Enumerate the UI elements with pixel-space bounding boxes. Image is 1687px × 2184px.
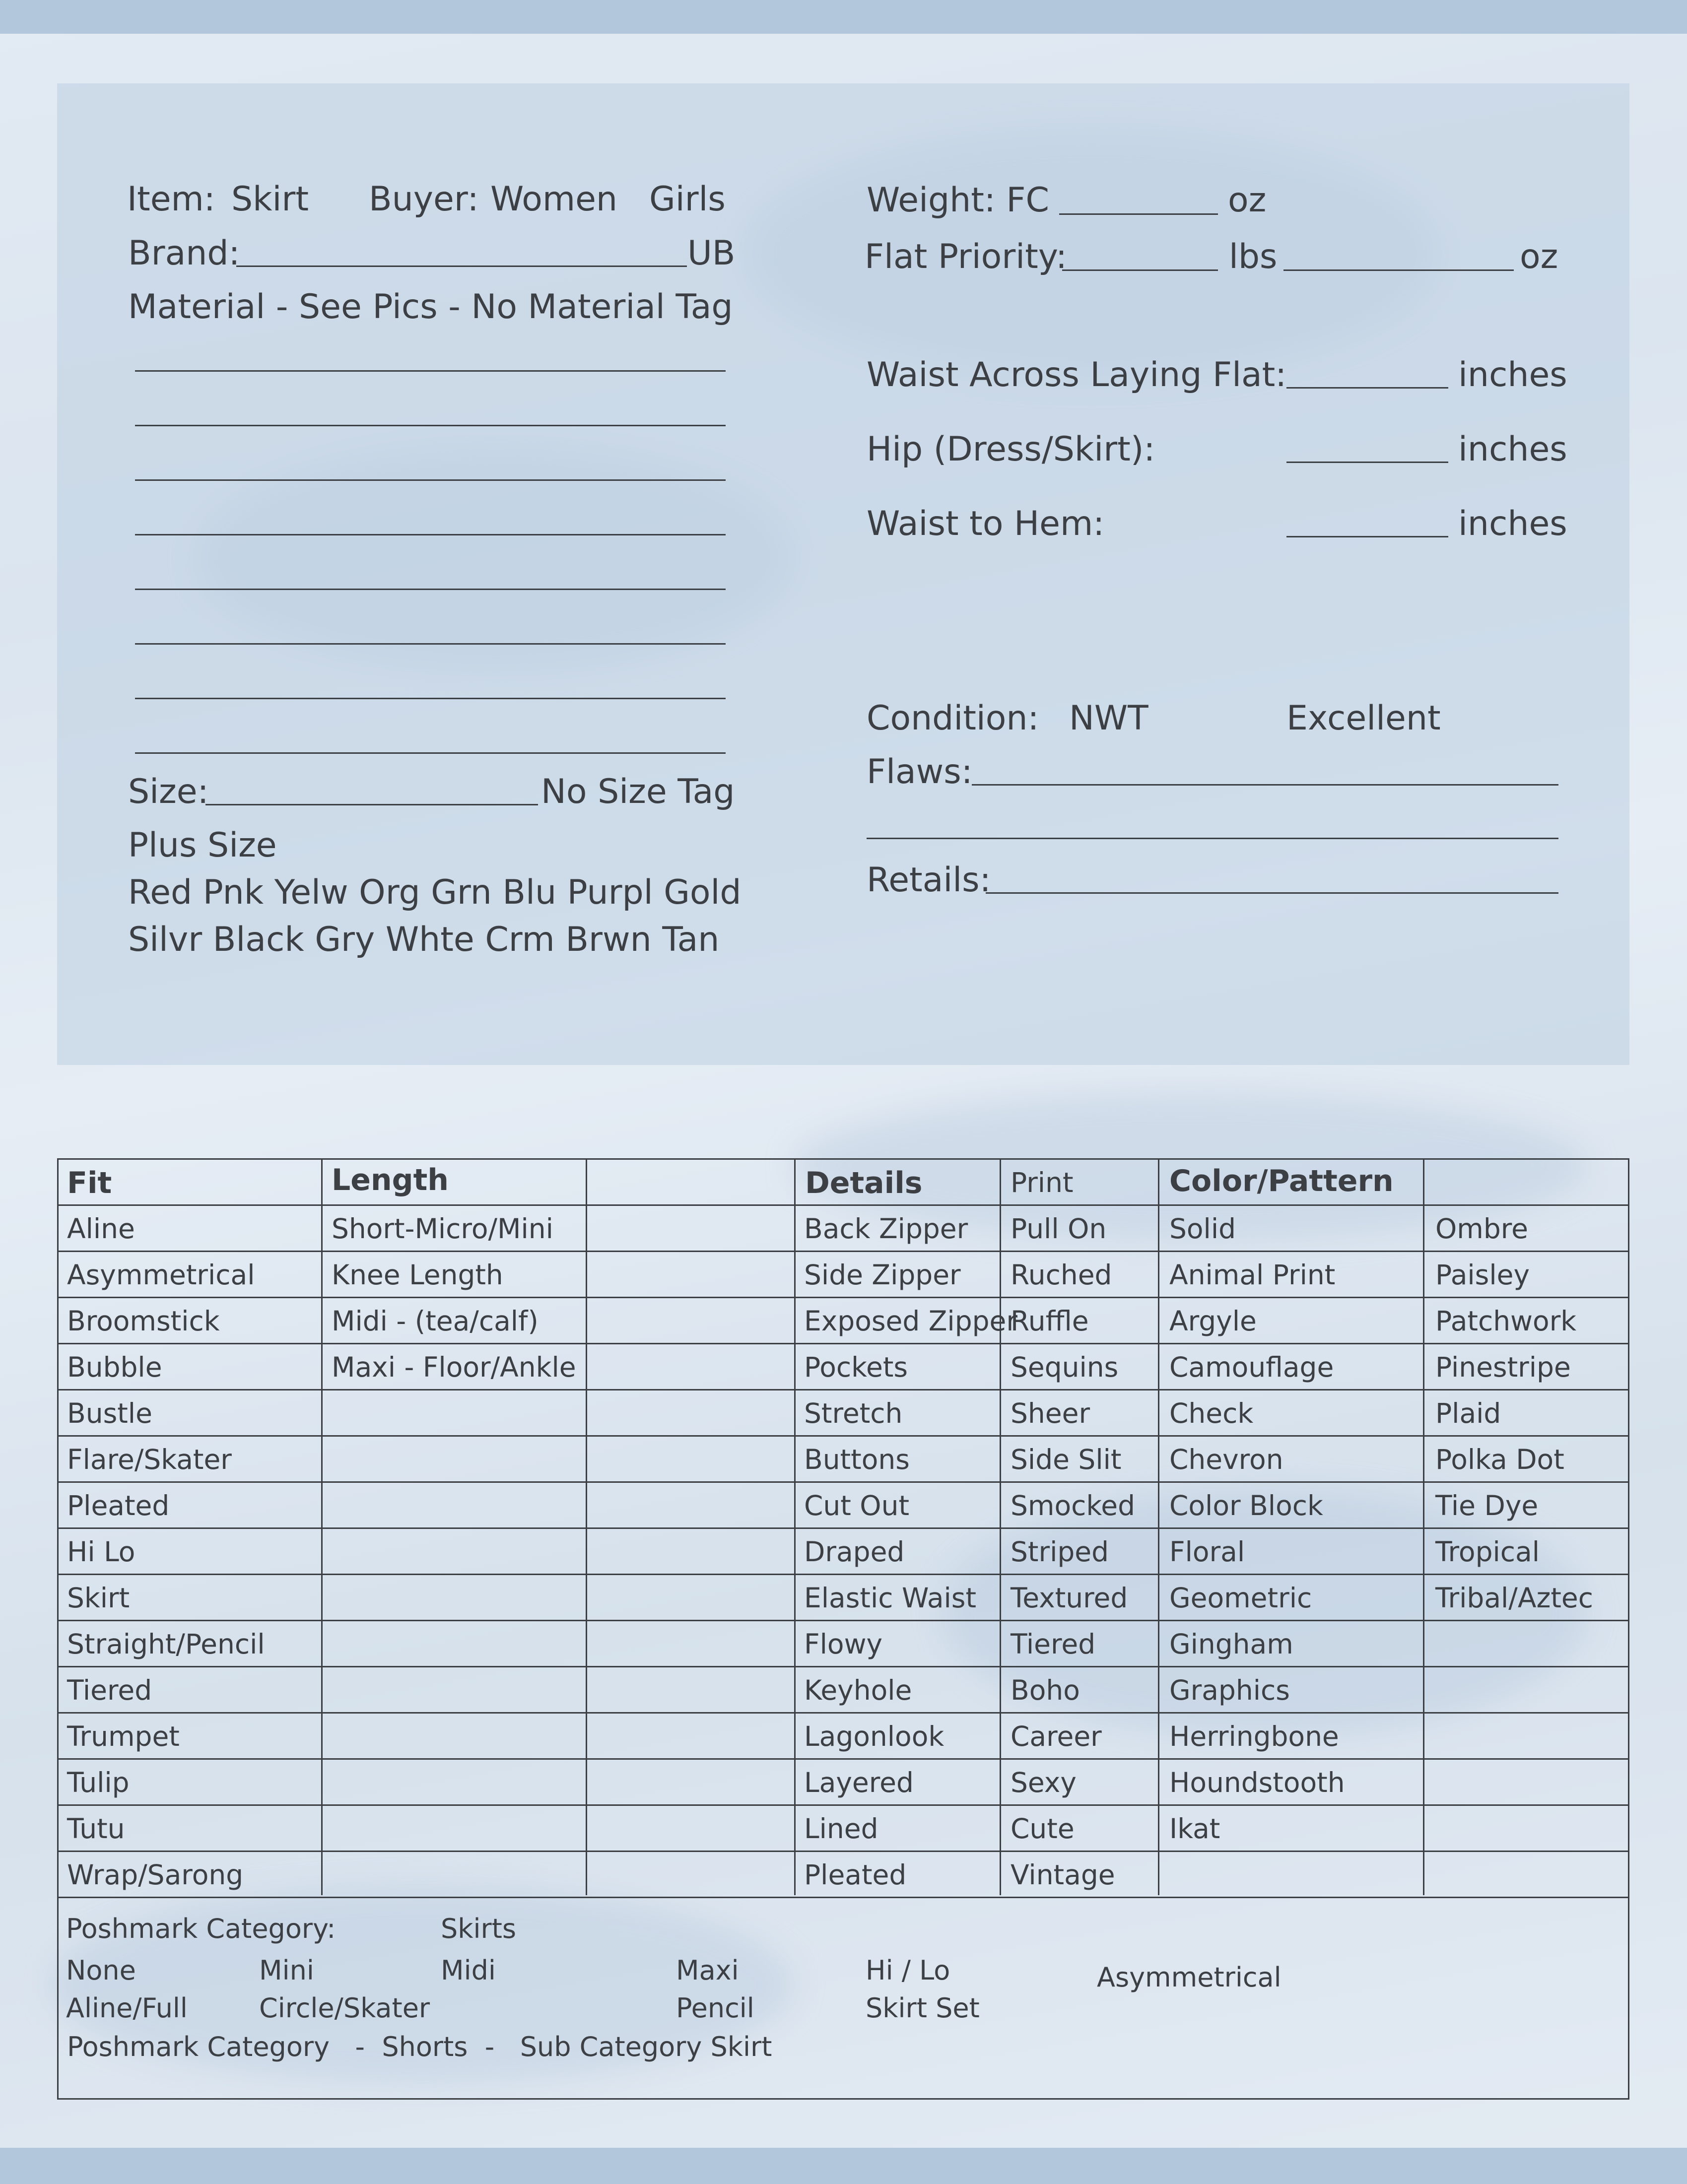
info-panel [57, 83, 1629, 1065]
color-pattern-cell: Geometric [1169, 1582, 1312, 1614]
poshmark-sub-category-line: Poshmark Category - Shorts - Sub Category Skirt [67, 2031, 772, 2062]
color-pattern-cell: Argyle [1169, 1305, 1257, 1337]
table-row-divider [57, 1204, 1629, 1206]
color-pattern-cell-2: Tropical [1435, 1536, 1540, 1568]
table-column-divider [321, 1158, 323, 1895]
poshmark-skirts: Skirts [441, 1913, 517, 1944]
table-column-divider [586, 1158, 587, 1895]
print-cell: Textured [1011, 1582, 1128, 1614]
table-row-divider [57, 1574, 1629, 1575]
color-pattern-cell-2: Tie Dye [1435, 1490, 1539, 1522]
table-row-divider [57, 1666, 1629, 1667]
size-label: Size: [128, 772, 209, 811]
fit-cell: Trumpet [67, 1721, 180, 1752]
weight-label: Weight: FC [867, 181, 1050, 220]
table-row-divider [57, 1527, 1629, 1529]
details-cell: Lagonlook [804, 1721, 945, 1752]
table-row-divider [57, 1343, 1629, 1344]
material-text: Material - See Pics - No Material Tag [128, 287, 733, 327]
material-line [135, 589, 726, 590]
item-label: Item: [127, 180, 215, 219]
hip-line [1286, 462, 1448, 463]
color-pattern-cell: Check [1169, 1397, 1254, 1429]
no-size-tag: No Size Tag [541, 772, 735, 811]
fit-cell: Tiered [67, 1674, 152, 1706]
length-cell: Maxi - Floor/Ankle [332, 1351, 576, 1383]
print-cell: Smocked [1011, 1490, 1136, 1522]
length-cell: Midi - (tea/calf) [332, 1305, 539, 1337]
retails-line [986, 892, 1558, 894]
poshmark-mini: Mini [259, 1955, 314, 1986]
fit-cell: Pleated [67, 1490, 170, 1522]
material-line [135, 698, 726, 699]
color-pattern-cell: Houndstooth [1169, 1767, 1345, 1798]
material-line [135, 370, 726, 372]
table-column-divider [1423, 1158, 1424, 1895]
poshmark-category-label: Poshmark Category: [66, 1913, 336, 1944]
poshmark-aline-full: Aline/Full [66, 1992, 188, 2024]
table-row-divider [57, 1758, 1629, 1760]
flaws-label: Flaws: [867, 752, 973, 792]
colors-row-2: Silvr Black Gry Whte Crm Brwn Tan [128, 920, 720, 959]
color-pattern-cell: Graphics [1169, 1674, 1290, 1706]
fit-cell: Bubble [67, 1351, 162, 1383]
details-cell: Draped [804, 1536, 905, 1568]
table-row-divider [57, 1712, 1629, 1714]
retails-label: Retails: [867, 860, 991, 900]
color-pattern-cell-2: Plaid [1435, 1397, 1501, 1429]
brand-field-line [236, 265, 687, 267]
fit-cell: Bustle [67, 1397, 152, 1429]
waist-hem-line [1286, 536, 1448, 537]
poshmark-midi: Midi [441, 1955, 496, 1986]
table-border-top [57, 1158, 1629, 1160]
print-cell: Boho [1011, 1674, 1080, 1706]
flat-oz: oz [1520, 237, 1558, 276]
poshmark-hilo: Hi / Lo [866, 1955, 950, 1986]
header-color-pattern: Color/Pattern [1169, 1164, 1394, 1198]
fit-cell: Aline [67, 1213, 135, 1245]
length-cell: Short-Micro/Mini [332, 1213, 553, 1245]
table-row-divider [57, 1251, 1629, 1252]
color-pattern-cell-2: Polka Dot [1435, 1444, 1564, 1475]
table-row-divider [57, 1435, 1629, 1437]
buyer-label: Buyer: [369, 180, 479, 219]
waist-hem-label: Waist to Hem: [867, 504, 1105, 543]
table-row-divider [57, 1804, 1629, 1806]
poshmark-maxi: Maxi [676, 1955, 739, 1986]
buyer-women: Women [490, 180, 618, 219]
waist-across-unit: inches [1458, 355, 1567, 395]
header-details: Details [805, 1166, 923, 1200]
color-pattern-cell-2: Ombre [1435, 1213, 1529, 1245]
print-cell: Tiered [1011, 1628, 1096, 1660]
material-line [135, 643, 726, 645]
print-cell: Striped [1011, 1536, 1109, 1568]
print-cell: Career [1011, 1721, 1102, 1752]
material-line [135, 534, 726, 535]
size-field-line [205, 804, 538, 805]
color-pattern-cell: Animal Print [1169, 1259, 1336, 1291]
material-line [135, 479, 726, 481]
poshmark-circle-skater: Circle/Skater [259, 1992, 430, 2024]
material-line [135, 752, 726, 754]
header-fit: Fit [67, 1166, 112, 1200]
plus-size: Plus Size [128, 826, 277, 865]
color-pattern-cell-2: Patchwork [1435, 1305, 1577, 1337]
buyer-girls: Girls [649, 180, 726, 219]
fit-cell: Broomstick [67, 1305, 220, 1337]
flaws-line-2 [867, 838, 1558, 839]
hip-label: Hip (Dress/Skirt): [867, 430, 1155, 469]
color-pattern-cell-2: Tribal/Aztec [1435, 1582, 1593, 1614]
details-cell: Pockets [804, 1351, 908, 1383]
print-cell: Side Slit [1011, 1444, 1122, 1475]
top-band [0, 0, 1687, 34]
weight-field-line [1059, 213, 1218, 215]
details-cell: Elastic Waist [804, 1582, 977, 1614]
poshmark-none: None [66, 1955, 136, 1986]
details-cell: Cut Out [804, 1490, 910, 1522]
details-cell: Exposed Zipper [804, 1305, 1017, 1337]
print-cell: Pull On [1011, 1213, 1107, 1245]
fit-cell: Tutu [67, 1813, 125, 1845]
table-border-bottom [57, 2098, 1629, 2100]
details-cell: Lined [804, 1813, 878, 1845]
waist-across-line [1286, 387, 1448, 389]
color-pattern-cell: Chevron [1169, 1444, 1283, 1475]
condition-nwt: NWT [1069, 699, 1148, 738]
fit-cell: Flare/Skater [67, 1444, 232, 1475]
table-row-divider [57, 1897, 1629, 1898]
flat-lbs: lbs [1229, 237, 1278, 276]
condition-excellent: Excellent [1286, 699, 1441, 738]
details-cell: Layered [804, 1767, 914, 1798]
print-cell: Cute [1011, 1813, 1075, 1845]
details-cell: Back Zipper [804, 1213, 968, 1245]
details-cell: Flowy [804, 1628, 883, 1660]
color-pattern-cell-2: Paisley [1435, 1259, 1530, 1291]
print-cell: Vintage [1011, 1859, 1115, 1891]
poshmark-pencil: Pencil [676, 1992, 754, 2024]
condition-label: Condition: [867, 699, 1039, 738]
table-border-left [57, 1158, 59, 2100]
color-pattern-cell: Color Block [1169, 1490, 1323, 1522]
fit-cell: Straight/Pencil [67, 1628, 265, 1660]
weight-unit: oz [1228, 181, 1267, 220]
details-cell: Buttons [804, 1444, 910, 1475]
waist-hem-unit: inches [1458, 504, 1567, 543]
fit-cell: Wrap/Sarong [67, 1859, 244, 1891]
table-column-divider [1158, 1158, 1159, 1895]
bottom-band [0, 2148, 1687, 2184]
material-line [135, 425, 726, 426]
color-pattern-cell: Camouflage [1169, 1351, 1334, 1383]
table-column-divider [794, 1158, 796, 1895]
brand-ub: UB [687, 234, 736, 273]
fit-cell: Tulip [67, 1767, 130, 1798]
table-border-right [1628, 1158, 1629, 2100]
header-length: Length [332, 1163, 449, 1197]
color-pattern-cell: Herringbone [1169, 1721, 1339, 1752]
colors-row-1: Red Pnk Yelw Org Grn Blu Purpl Gold [128, 873, 742, 912]
hip-unit: inches [1458, 430, 1567, 469]
table-row-divider [57, 1481, 1629, 1483]
print-cell: Sheer [1011, 1397, 1090, 1429]
length-cell: Knee Length [332, 1259, 503, 1291]
print-cell: Ruffle [1011, 1305, 1089, 1337]
brand-label: Brand: [128, 234, 240, 273]
waist-across-label: Waist Across Laying Flat: [867, 355, 1287, 395]
color-pattern-cell: Floral [1169, 1536, 1245, 1568]
header-print: Print [1011, 1167, 1074, 1198]
details-cell: Stretch [804, 1397, 903, 1429]
poshmark-skirt-set: Skirt Set [866, 1992, 980, 2024]
flat-oz-line [1283, 269, 1514, 271]
item-value: Skirt [231, 180, 309, 219]
fit-cell: Skirt [67, 1582, 130, 1614]
table-row-divider [57, 1389, 1629, 1390]
flaws-line [972, 784, 1558, 786]
table-column-divider [1000, 1158, 1001, 1895]
print-cell: Sequins [1011, 1351, 1119, 1383]
print-cell: Ruched [1011, 1259, 1112, 1291]
flat-lbs-line [1062, 269, 1218, 271]
table-row-divider [57, 1851, 1629, 1852]
poshmark-asymmetrical: Asymmetrical [1097, 1962, 1282, 1993]
table-row-divider [57, 1620, 1629, 1621]
color-pattern-cell-2: Pinestripe [1435, 1351, 1571, 1383]
flat-priority-label: Flat Priority: [865, 237, 1067, 276]
print-cell: Sexy [1011, 1767, 1077, 1798]
details-cell: Side Zipper [804, 1259, 961, 1291]
table-row-divider [57, 1297, 1629, 1298]
fit-cell: Asymmetrical [67, 1259, 255, 1291]
color-pattern-cell: Solid [1169, 1213, 1236, 1245]
details-cell: Pleated [804, 1859, 907, 1891]
color-pattern-cell: Ikat [1169, 1813, 1220, 1845]
fit-cell: Hi Lo [67, 1536, 135, 1568]
color-pattern-cell: Gingham [1169, 1628, 1293, 1660]
details-cell: Keyhole [804, 1674, 912, 1706]
